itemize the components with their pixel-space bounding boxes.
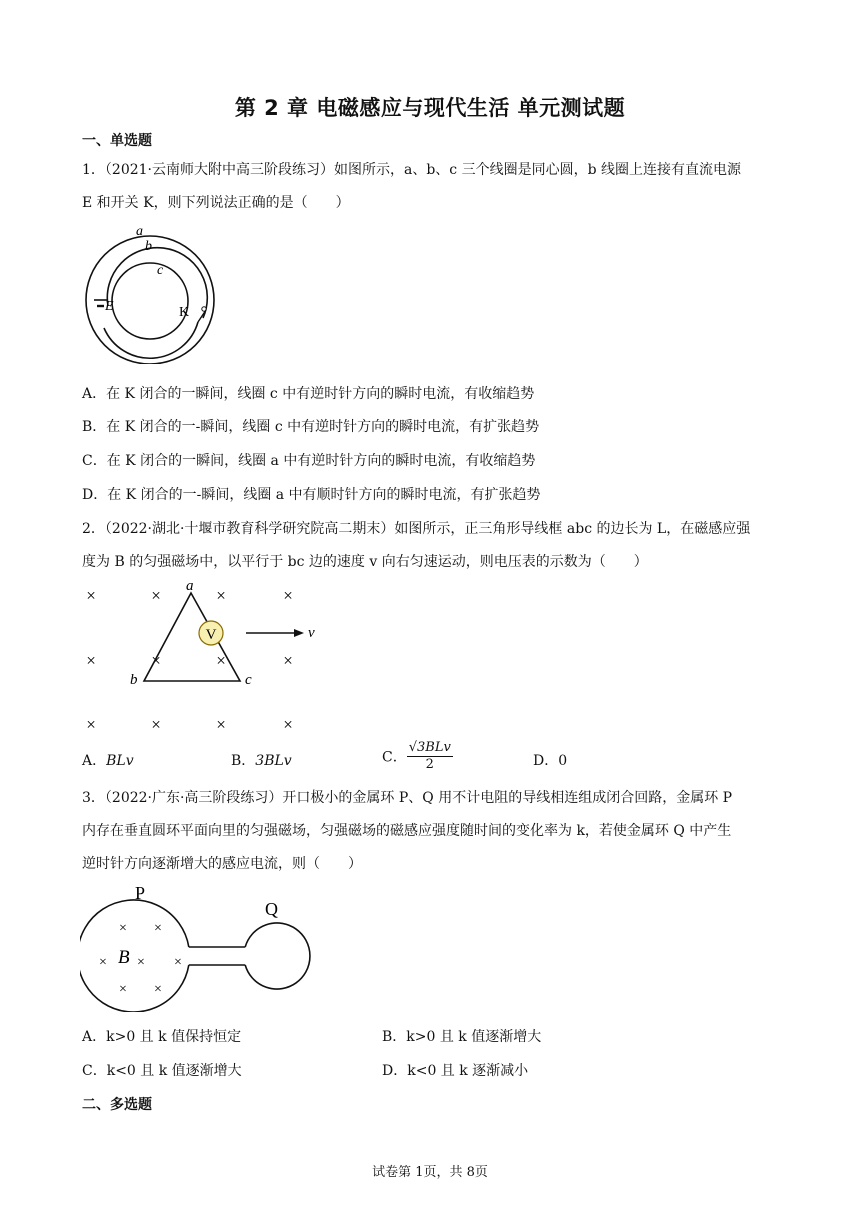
coil-b — [107, 248, 207, 318]
q2-stem-line2: 度为 B 的匀强磁场中，以平行于 bc 边的速度 v 向右匀速运动，则电压表的示数为（ ） — [82, 554, 648, 570]
section-single-choice: 一、单选题 — [82, 133, 152, 149]
svg-text:×: × — [283, 651, 293, 670]
svg-text:×: × — [283, 586, 293, 605]
magnetic-field-crosses — [99, 921, 182, 997]
svg-text:×: × — [216, 586, 226, 605]
q3-stem-line3: 逆时针方向逐渐增大的感应电流，则（ ） — [82, 856, 362, 872]
q3-stem-line1: 3．（2022·广东·高三阶段练习）开口极小的金属环 P、Q 用不计电阻的导线相连组成闭合回路，金属环 P — [82, 790, 733, 806]
svg-text:×: × — [216, 715, 226, 734]
svg-text:×: × — [86, 715, 96, 734]
q1-option-c: C．在 K 闭合的一瞬间，线圈 a 中有逆时针方向的瞬时电流，有收缩趋势 — [82, 453, 536, 469]
coil-c — [112, 263, 188, 339]
svg-text:×: × — [154, 921, 162, 936]
label-B: B — [118, 947, 130, 968]
magnetic-field-crosses — [86, 586, 293, 734]
svg-text:×: × — [151, 651, 161, 670]
q1-stem-line1: 1．（2021·云南师大附中高三阶段练习）如图所示，a、b、c 三个线圈是同心圆，b 线圈上连接有直流电源 — [82, 162, 741, 178]
q3-stem-line2: 内存在垂直圆环平面向里的匀强磁场，匀强磁场的磁感应强度随时间的变化率为 k，若使金属环 Q 中产生 — [82, 823, 732, 839]
section-multiple-choice: 二、多选题 — [82, 1097, 152, 1113]
label-E: E — [105, 299, 114, 314]
q2-option-c: C． $\frac{\text{√3BLv}}{2}$ — [382, 740, 451, 772]
label-v: v — [308, 625, 315, 641]
q2-stem-line1: 2．（2022·湖北·十堰市教育科学研究院高二期末）如图所示，正三角形导线框 abc 的边长为 L，在磁感应强 — [82, 521, 751, 537]
svg-text:×: × — [154, 982, 162, 997]
label-a: a — [186, 578, 194, 594]
q3-figure-rings — [80, 882, 320, 1012]
q2-figure-triangle-field — [78, 578, 338, 738]
page-footer: 试卷第 1页，共 8页 — [372, 1165, 488, 1180]
svg-text:×: × — [119, 921, 127, 936]
svg-text:×: × — [137, 955, 145, 970]
label-K: K — [179, 305, 190, 320]
svg-text:×: × — [216, 651, 226, 670]
label-b: b — [145, 239, 152, 254]
ring-P — [80, 900, 189, 1012]
voltmeter-label: V — [205, 627, 217, 643]
q3-option-c: C．k<0 且 k 值逐渐增大 — [82, 1063, 242, 1079]
svg-text:×: × — [99, 955, 107, 970]
fraction: $\frac{\text{√3BLv}}{2}$ — [408, 740, 451, 772]
svg-text:×: × — [283, 715, 293, 734]
ring-Q — [245, 923, 310, 989]
q2-option-a: A．BLv — [82, 753, 134, 769]
svg-text:×: × — [151, 715, 161, 734]
svg-text:×: × — [86, 651, 96, 670]
q3-option-b: B．k>0 且 k 值逐渐增大 — [382, 1029, 542, 1045]
label-Q: Q — [265, 899, 278, 919]
q1-option-b: B．在 K 闭合的一-瞬间，线圈 c 中有逆时针方向的瞬时电流，有扩张趋势 — [82, 419, 540, 435]
svg-text:×: × — [86, 586, 96, 605]
q1-option-a: A．在 K 闭合的一瞬间，线圈 c 中有逆时针方向的瞬时电流，有收缩趋势 — [82, 386, 535, 402]
q3-option-a: A．k>0 且 k 值保持恒定 — [82, 1029, 242, 1045]
svg-text:×: × — [174, 955, 182, 970]
q1-option-d: D．在 K 闭合的一-瞬间，线圈 a 中有顺时针方向的瞬时电流，有扩张趋势 — [82, 487, 541, 503]
label-P: P — [135, 883, 146, 903]
page-title: 第 2 章 电磁感应与现代生活 单元测试题 — [234, 96, 626, 120]
q2-option-d: D．0 — [533, 753, 568, 769]
q3-option-d: D．k<0 且 k 逐渐减小 — [382, 1063, 529, 1079]
q1-figure-coils — [80, 222, 220, 364]
switch-blade — [198, 310, 206, 322]
label-a: a — [136, 224, 143, 239]
q1-stem-line2: E 和开关 K，则下列说法正确的是（ ） — [82, 195, 350, 211]
label-c: c — [245, 672, 252, 688]
q2-option-b: B．3BLv — [231, 753, 292, 769]
svg-text:×: × — [151, 586, 161, 605]
label-c: c — [157, 263, 164, 278]
svg-text:×: × — [119, 982, 127, 997]
label-b: b — [130, 672, 138, 688]
